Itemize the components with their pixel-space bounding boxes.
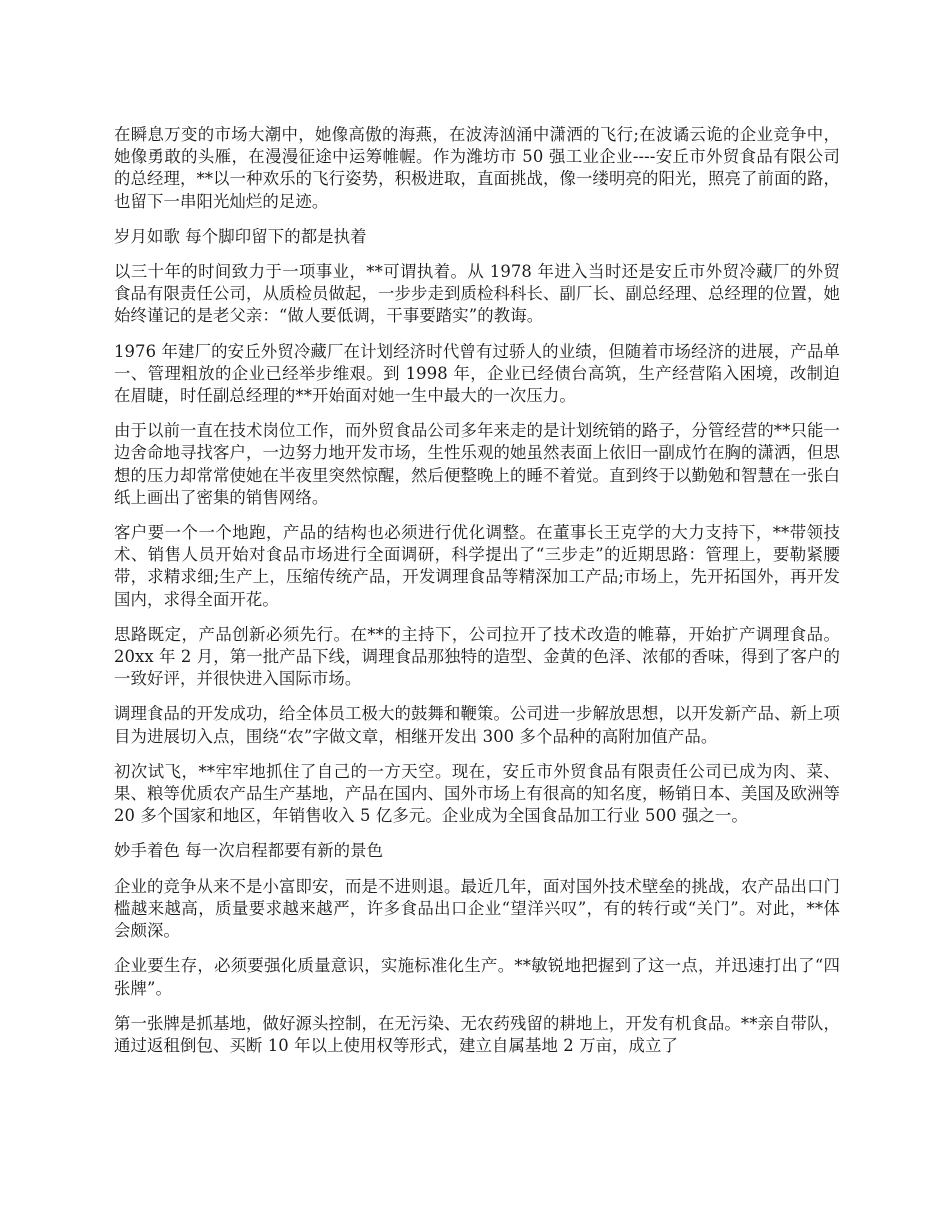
section-heading-2: 妙手着色 每一次启程都要有新的景色 <box>114 841 384 861</box>
paragraph: 第一张牌是抓基地，做好源头控制，在无污染、无农药残留的耕地上，开发有机食品。**亲自带队，通过返租倒包、买断 10 年以上使用权等形式，建立自属基地 2 万亩，成立了 <box>114 1013 840 1055</box>
paragraph: 企业要生存，必须要强化质量意识，实施标准化生产。**敏锐地把握到了这一点，并迅速打出了“四张牌”。 <box>114 956 840 998</box>
paragraph: 1976 年建厂的安丘外贸冷藏厂在计划经济时代曾有过骄人的业绩，但随着市场经济的进展，产品单一、管理粗放的企业已经举步维艰。到 1998 年，企业已经债台高筑，生产经营陷入困境，改制迫在眉睫，时任副总经理的**开始面对她一生中最大的一次压力。 <box>114 341 840 406</box>
paragraph: 思路既定，产品创新必须先行。在**的主持下，公司拉开了技术改造的帷幕，开始扩产调理食品。20xx 年 2 月，第一批产品下线，调理食品那独特的造型、金黄的色泽、浓郁的香味，得到了客户的一致好评，并很快进入国际市场。 <box>114 624 840 689</box>
paragraph: 企业的竞争从来不是小富即安，而是不进则退。最近几年，面对国外技术壁垒的挑战，农产品出口门槛越来越高，质量要求越来越严，许多食品出口企业“望洋兴叹”，有的转行或“关门”。对此，**体会颇深。 <box>114 876 840 941</box>
paragraph: 由于以前一直在技术岗位工作，而外贸食品公司多年来走的是计划统销的路子，分管经营的**只能一边舍命地寻找客户，一边努力地开发市场，生性乐观的她虽然表面上依旧一副成竹在胸的潇洒，但思想的压力却常常使她在半夜里突然惊醒，然后便整晚上的睡不着觉。直到终于以勤勉和智慧在一张白纸上画出了密集的销售网络。 <box>114 421 840 507</box>
paragraph: 调理食品的开发成功，给全体员工极大的鼓舞和鞭策。公司进一步解放思想，以开发新产品、新上项目为进展切入点，围绕“农”字做文章，相继开发出 300 多个品种的高附加值产品。 <box>114 704 840 746</box>
paragraph: 初次试飞，**牢牢地抓住了自己的一方天空。现在，安丘市外贸食品有限责任公司已成为肉、菜、果、粮等优质农产品生产基地，产品在国内、国外市场上有很高的知名度，畅销日本、美国及欧洲等 20 多个国家和地区，年销售收入 5 亿多元。企业成为全国食品加工行业 500 强之一。 <box>114 761 840 826</box>
paragraph-intro: 在瞬息万变的市场大潮中，她像高傲的海燕，在波涛汹涌中潇洒的飞行;在波谲云诡的企业竞争中，她像勇敢的头雁，在漫漫征途中运筹帷幄。作为潍坊市 50 强工业企业----安丘市外贸食品有限公司的总经理，**以一种欢乐的飞行姿势，积极进取，直面挑战，像一缕明亮的阳光，照亮了前面的路，也留下一串阳光灿烂的足迹。 <box>114 125 840 211</box>
paragraph: 客户要一个一个地跑，产品的结构也必须进行优化调整。在董事长王克学的大力支持下，**带领技术、销售人员开始对食品市场进行全面调研，科学提出了“三步走”的近期思路：管理上，要勒紧腰带，求精求细;生产上，压缩传统产品，开发调理食品等精深加工产品;市场上，先开拓国外，再开发国内，求得全面开花。 <box>114 523 840 609</box>
paragraph: 以三十年的时间致力于一项事业，**可谓执着。从 1978 年进入当时还是安丘市外贸冷藏厂的外贸食品有限责任公司，从质检员做起，一步步走到质检科科长、副厂长、副总经理、总经理的位置，她始终谨记的是老父亲：“做人要低调，干事要踏实”的教诲。 <box>114 262 840 326</box>
document-body <box>114 124 840 1070</box>
section-heading-1: 岁月如歌 每个脚印留下的都是执着 <box>114 226 367 246</box>
